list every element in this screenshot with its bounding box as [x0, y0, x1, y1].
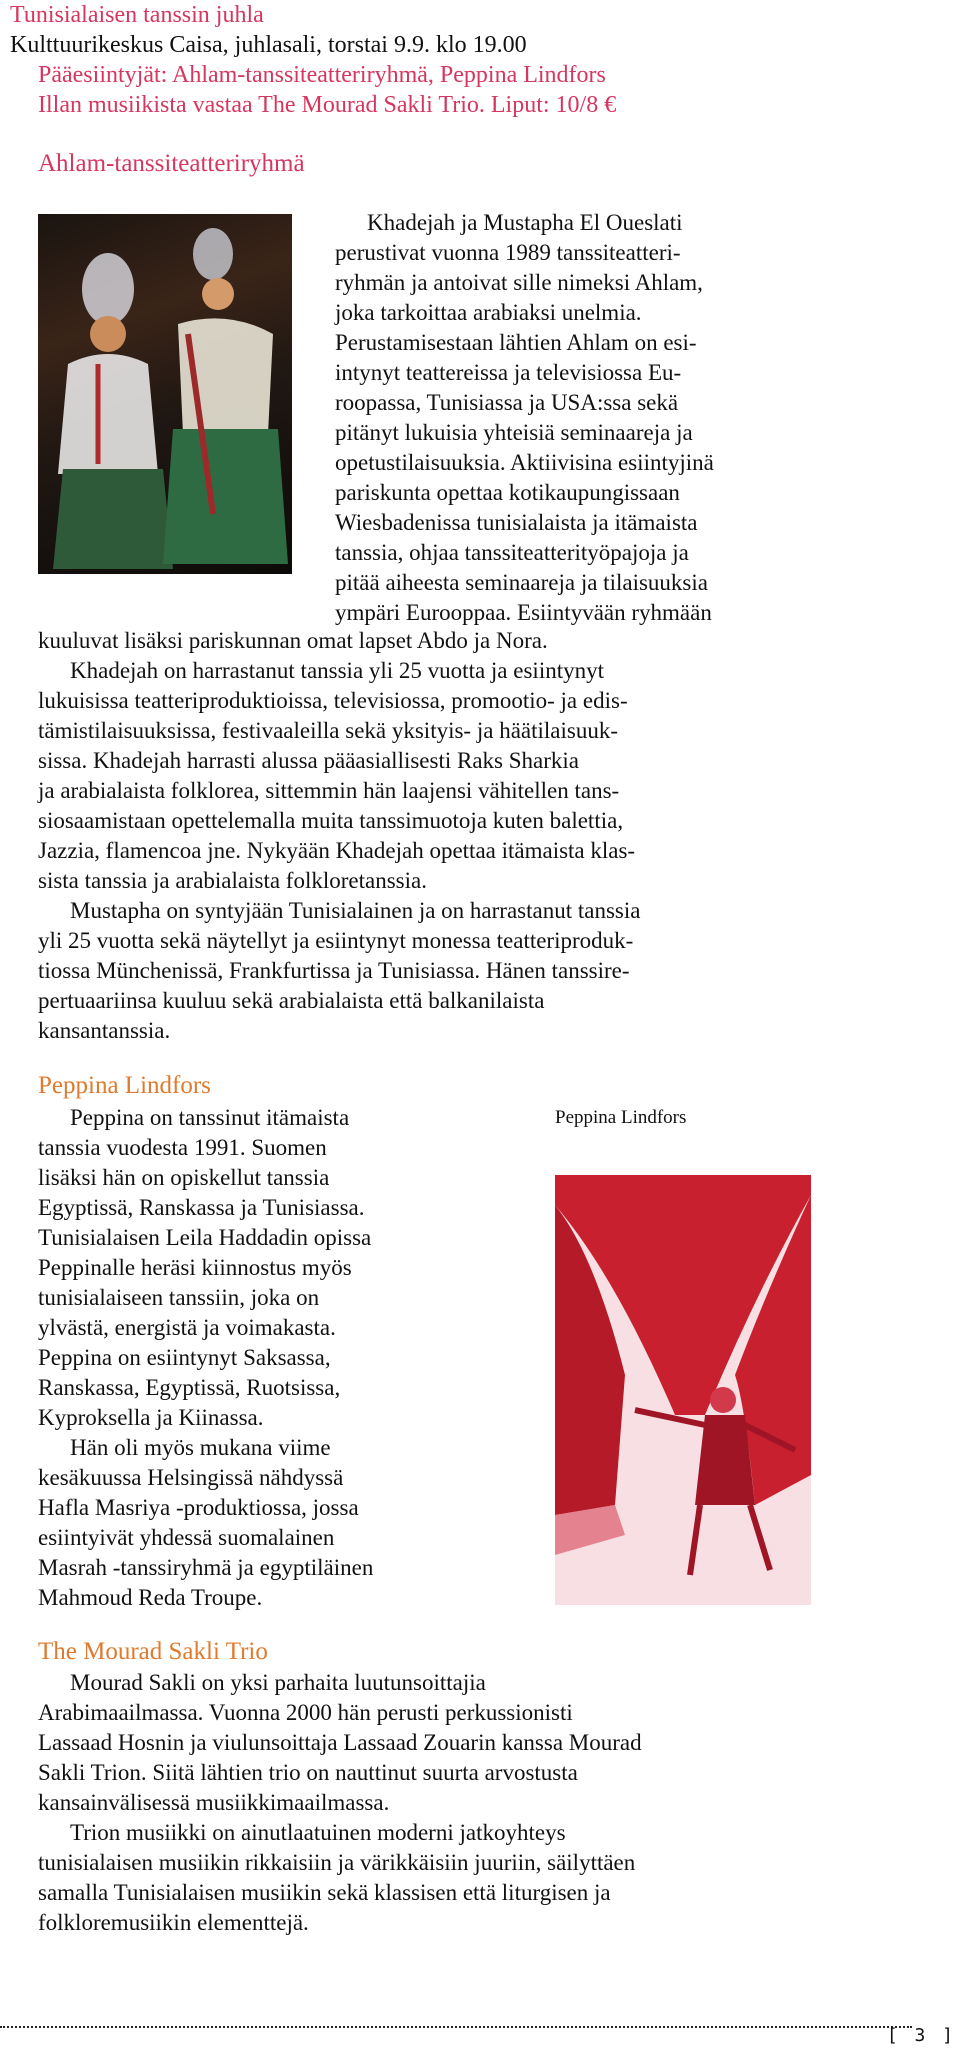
text-line: Perustamisestaan lähtien Ahlam on esi- — [335, 330, 697, 355]
text-line: ympäri Eurooppaa. Esiintyvään ryhmään — [335, 600, 712, 625]
text-line: tunisialaisen musiikin rikkaisiin ja värikkäisiin juuriin, säilyttäen — [38, 1850, 636, 1875]
event-performers: Pääesiintyjät: Ahlam-tanssiteatteriryhmä, Peppina Lindfors — [38, 62, 606, 88]
text-line: Mahmoud Reda Troupe. — [38, 1585, 263, 1610]
text-line: Peppina on tanssinut itämaista — [70, 1105, 350, 1130]
text-line: tämistilaisuuksissa, festivaaleilla sekä yksityis- ja häätilaisuuk- — [38, 718, 618, 743]
text-line: Jazzia, flamencoa jne. Nykyään Khadejah opettaa itämaista klas- — [38, 838, 636, 863]
text-line: siosaamistaan opettelemalla muita tanssimuotoja kuten balettia, — [38, 808, 624, 833]
text-line: kansantanssia. — [38, 1018, 171, 1043]
text-line: Peppina on esiintynyt Saksassa, — [38, 1345, 331, 1370]
text-line: Khadejah on harrastanut tanssia yli 25 vuotta ja esiintynyt — [70, 658, 604, 683]
event-title: Tunisialaisen tanssin juhla — [10, 2, 264, 28]
text-line: perustivat vuonna 1989 tanssiteatteri- — [335, 240, 681, 265]
text-line: Mourad Sakli on yksi parhaita luutunsoittajia — [70, 1670, 486, 1695]
text-line: Wiesbadenissa tunisialaista ja itämaista — [335, 510, 698, 535]
text-line: Trion musiikki on ainutlaatuinen moderni jatkoyhteys — [70, 1820, 566, 1845]
text-line: ryhmän ja antoivat sille nimeksi Ahlam, — [335, 270, 703, 295]
text-line: sista tanssia ja arabialaista folkloretanssia. — [38, 868, 427, 893]
text-line: Kyproksella ja Kiinassa. — [38, 1405, 264, 1430]
peppina-text — [38, 1103, 538, 1613]
text-line: Ranskassa, Egyptissä, Ruotsissa, — [38, 1375, 341, 1400]
text-line: pariskunta opettaa kotikaupungissaan — [335, 480, 680, 505]
text-line: Hafla Masriya -produktiossa, jossa — [38, 1495, 359, 1520]
text-line: ja arabialaista folklorea, sittemmin hän laajensi vähitellen tans- — [38, 778, 620, 803]
text-line: Egyptissä, Ranskassa ja Tunisiassa. — [38, 1195, 365, 1220]
text-line: Mustapha on syntyjään Tunisialainen ja on harrastanut tanssia — [70, 898, 641, 923]
text-line: kuuluvat lisäksi pariskunnan omat lapset Abdo ja Nora. — [38, 628, 548, 653]
mourad-text — [38, 1668, 918, 1938]
text-line: pertuaariinsa kuuluu sekä arabialaista että balkanilaista — [38, 988, 545, 1013]
mourad-heading: The Mourad Sakli Trio — [38, 1638, 268, 1665]
text-line: yli 25 vuotta sekä näytellyt ja esiintynyt monessa teatteriproduk- — [38, 928, 634, 953]
text-line: Tunisialaisen Leila Haddadin opissa — [38, 1225, 372, 1250]
text-line: lukuisissa teatteriproduktioissa, televisiossa, promootio- ja edis- — [38, 688, 628, 713]
text-line: esiintyivät yhdessä suomalainen — [38, 1525, 335, 1550]
text-line: tanssia vuodesta 1991. Suomen — [38, 1135, 327, 1160]
text-line: tiossa Münchenissä, Frankfurtissa ja Tunisiassa. Hänen tanssire- — [38, 958, 630, 983]
text-line: sissa. Khadejah harrasti alussa pääasiallisesti Raks Sharkia — [38, 748, 579, 773]
text-line: Arabimaailmassa. Vuonna 2000 hän perusti perkussionisti — [38, 1700, 573, 1725]
text-line: tanssia, ohjaa tanssiteatterityöpajoja ja — [335, 540, 689, 565]
ahlam-text-full — [38, 626, 918, 1046]
text-line: tunisialaiseen tanssiin, joka on — [38, 1285, 320, 1310]
event-music-tickets: Illan musiikista vastaa The Mourad Sakli Trio. Liput: 10/8 € — [38, 92, 617, 118]
text-line: Masrah -tanssiryhmä ja egyptiläinen — [38, 1555, 374, 1580]
text-line: Hän oli myös mukana viime — [70, 1435, 331, 1460]
ahlam-dancers-photo — [38, 214, 292, 574]
text-line: joka tarkoittaa arabiaksi unelmia. — [335, 300, 642, 325]
page-number: [ 3 ] — [886, 2025, 956, 2046]
peppina-dancer-photo — [555, 1175, 811, 1605]
text-line: roopassa, Tunisiassa ja USA:ssa sekä — [335, 390, 679, 415]
text-line: Lassaad Hosnin ja viulunsoittaja Lassaad Zouarin kanssa Mourad — [38, 1730, 642, 1755]
ahlam-heading: Ahlam-tanssiteatteriryhmä — [38, 150, 305, 177]
footer-divider — [0, 2026, 912, 2028]
text-line: pitänyt lukuisia yhteisiä seminaareja ja — [335, 420, 693, 445]
peppina-heading: Peppina Lindfors — [38, 1072, 211, 1099]
text-line: intynyt teattereissa ja televisiossa Eu- — [335, 360, 682, 385]
peppina-photo-caption: Peppina Lindfors — [555, 1107, 687, 1128]
text-line: ylvästä, energistä ja voimakasta. — [38, 1315, 336, 1340]
text-line: Peppinalle heräsi kiinnostus myös — [38, 1255, 352, 1280]
text-line: lisäksi hän on opiskellut tanssia — [38, 1165, 330, 1190]
event-header — [10, 0, 950, 120]
text-line: pitää aiheesta seminaareja ja tilaisuuksia — [335, 570, 708, 595]
event-venue: Kulttuurikeskus Caisa, juhlasali, torstai 9.9. klo 19.00 — [10, 32, 527, 58]
text-line: Khadejah ja Mustapha El Oueslati — [367, 210, 683, 235]
text-line: Sakli Trion. Siitä lähtien trio on nauttinut suurta arvostusta — [38, 1760, 578, 1785]
ahlam-text-wrapped — [335, 208, 935, 628]
text-line: folkloremusiikin elementtejä. — [38, 1910, 309, 1935]
text-line: opetustilaisuuksia. Aktiivisina esiintyjinä — [335, 450, 714, 475]
text-line: kansainvälisessä musiikkimaailmassa. — [38, 1790, 390, 1815]
text-line: kesäkuussa Helsingissä nähdyssä — [38, 1465, 344, 1490]
text-line: samalla Tunisialaisen musiikin sekä klassisen että liturgisen ja — [38, 1880, 611, 1905]
